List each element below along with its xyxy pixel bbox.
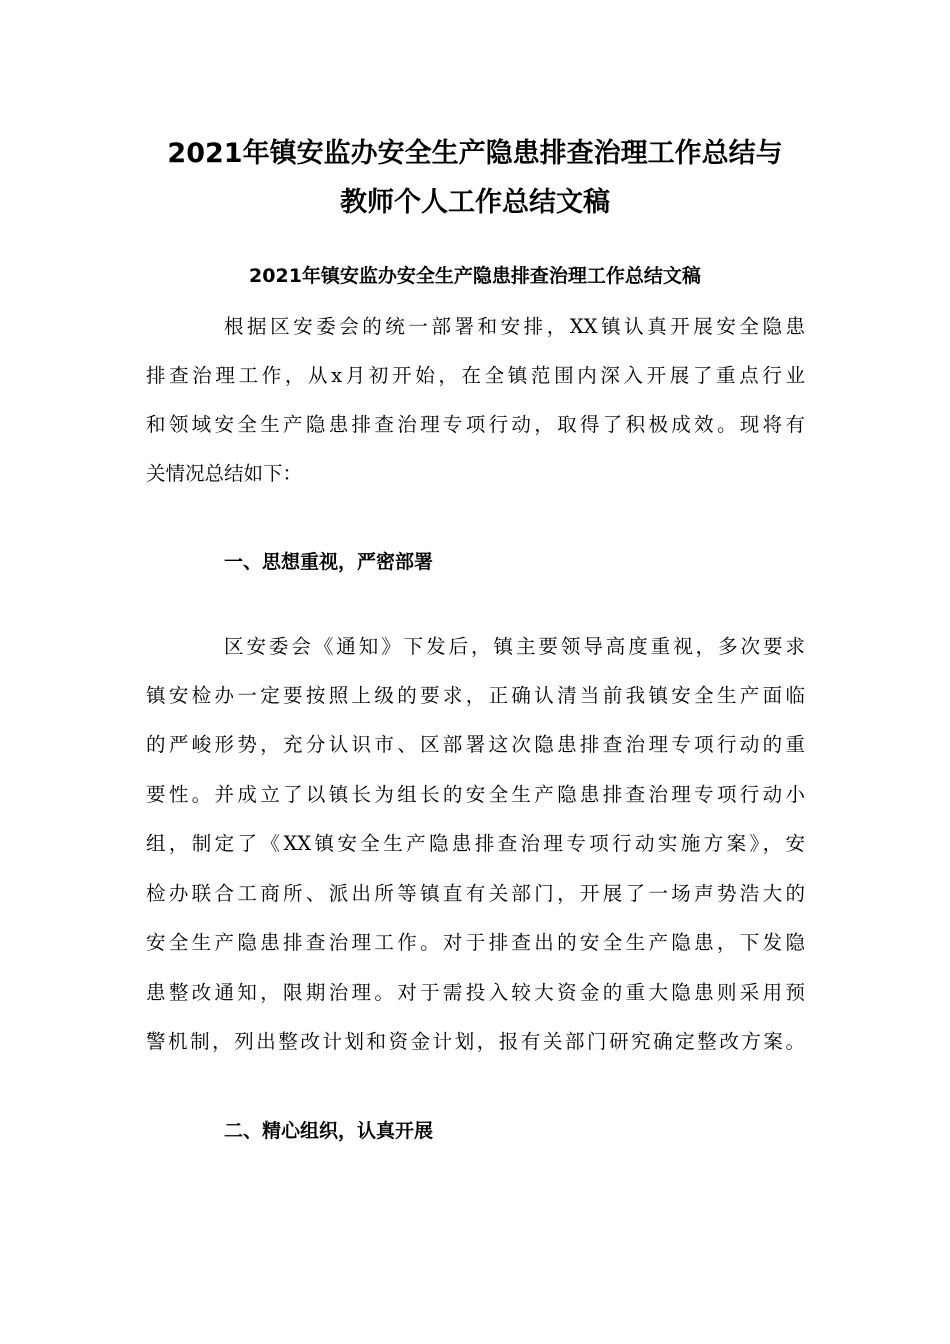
section-1-line: 要性。并成立了以镇长为组长的安全生产隐患排查治理专项行动小	[146, 783, 805, 806]
section-1-line: 警机制，列出整改计划和资金计划，报有关部门研究确定整改方案。	[146, 1030, 805, 1053]
document-title-line-2: 教师个人工作总结文稿	[340, 187, 610, 218]
document-title-line-1: 2021年镇安监办安全生产隐患排查治理工作总结与	[167, 138, 783, 169]
section-1-line: 组，制定了《XX镇安全生产隐患排查治理专项行动实施方案》，安	[146, 832, 805, 855]
section-heading-2: 二、精心组织，认真开展	[224, 1120, 434, 1142]
section-1-line: 患整改通知，限期治理。对于需投入较大资金的重大隐患则采用预	[146, 981, 805, 1004]
section-1-line: 的严峻形势，充分认识市、区部署这次隐患排查治理专项行动的重	[146, 733, 805, 756]
document-subtitle: 2021年镇安监办安全生产隐患排查治理工作总结文稿	[249, 265, 701, 287]
intro-line: 排查治理工作，从x月初开始，在全镇范围内深入开展了重点行业	[146, 364, 805, 387]
section-1-line: 安全生产隐患排查治理工作。对于排查出的安全生产隐患，下发隐	[146, 931, 805, 954]
section-1-line: 镇安检办一定要按照上级的要求，正确认清当前我镇安全生产面临	[146, 684, 805, 707]
section-1-line: 区安委会《通知》下发后，镇主要领导高度重视，多次要求	[224, 635, 805, 658]
intro-line: 关情况总结如下：	[146, 462, 303, 485]
intro-line: 和领域安全生产隐患排查治理专项行动，取得了积极成效。现将有	[146, 413, 805, 436]
section-heading-1: 一、思想重视，严密部署	[224, 551, 434, 573]
intro-line: 根据区安委会的统一部署和安排，XX镇认真开展安全隐患	[224, 315, 805, 338]
section-1-line: 检办联合工商所、派出所等镇直有关部门，开展了一场声势浩大的	[146, 882, 805, 905]
